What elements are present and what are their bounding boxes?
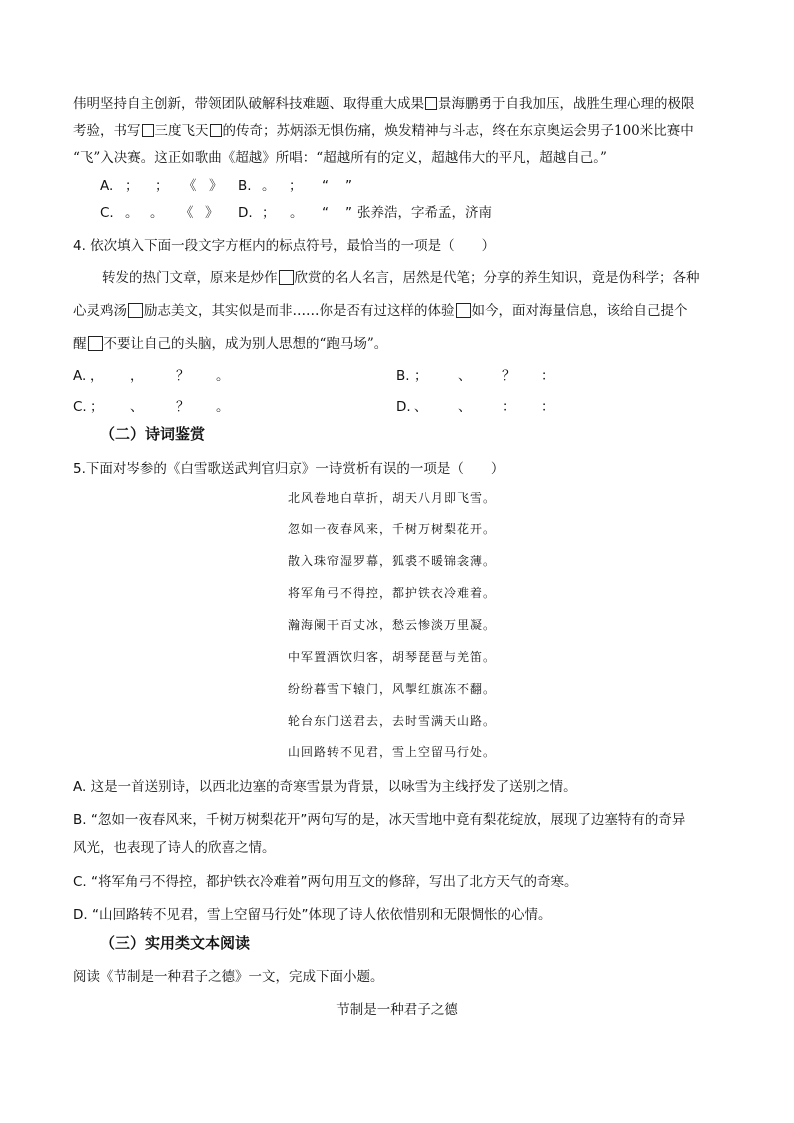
q3-option-d: D. bbox=[238, 205, 253, 221]
q3-text: 三度飞天 bbox=[154, 123, 209, 139]
q5-option-b-line-2: 风光，也表现了诗人的欣喜之情。 bbox=[73, 840, 276, 856]
q4-text: 欣赏的名人名言，居然是代笔；分享的养生知识，竟是伪科学；各种 bbox=[294, 270, 700, 286]
q4-passage-line-2 bbox=[73, 301, 688, 321]
q4-mark: ； bbox=[414, 368, 428, 384]
poem-line: 轮台东门送君去，去时雪满天山路。 bbox=[288, 714, 497, 728]
q3-mark: 《 bbox=[180, 205, 194, 221]
poem-line: 中军置酒饮归客，胡琴琵琶与羌笛。 bbox=[288, 650, 497, 664]
q3-mark: 》 bbox=[209, 178, 223, 194]
q4-option-b: B. bbox=[396, 368, 410, 384]
q3-mark: ； bbox=[262, 205, 276, 221]
q3-mark: 。 bbox=[290, 205, 304, 221]
q4-mark: ？ bbox=[502, 368, 516, 384]
blank-box bbox=[279, 270, 294, 285]
poem-line: 瀚海阑干百丈冰，愁云惨淡万里凝。 bbox=[288, 618, 497, 632]
q3-text: 考验，书写 bbox=[73, 123, 141, 139]
q3-mark: ” bbox=[345, 205, 352, 221]
poem-line: 散入珠帘湿罗幕，狐裘不暖锦衾薄。 bbox=[288, 554, 497, 568]
q4-passage-line-3 bbox=[73, 334, 387, 354]
q3-mark: “ bbox=[322, 205, 329, 221]
q3-mark: 。 bbox=[262, 178, 276, 194]
q3-mark: ” bbox=[345, 178, 352, 194]
q4-option-d: D. bbox=[396, 399, 411, 415]
q4-text: 不要让自己的头脑，成为别人思想的“跑马场”。 bbox=[103, 336, 388, 352]
q3-mark: ； bbox=[155, 178, 169, 194]
q4-text: 醒 bbox=[73, 336, 87, 352]
q3-line-2 bbox=[73, 121, 694, 141]
q4-mark: 、 bbox=[414, 399, 428, 415]
blank-box bbox=[88, 336, 103, 351]
q3-text: 景海鹏勇于自我加压，战胜生理心理的极限 bbox=[438, 96, 695, 112]
poem-line: 纷纷暮雪下辕门，风掣红旗冻不翻。 bbox=[288, 682, 497, 696]
q4-mark: 。 bbox=[216, 368, 230, 384]
q3-line-3: “飞”入决赛。这正如歌曲《超越》所唱：“超越所有的定义，超越伟大的平凡，超越自己。” bbox=[73, 150, 607, 166]
q3-option-b: B. bbox=[238, 178, 252, 194]
q5-option-d: D. “山回路转不见君，雪上空留马行处”体现了诗人依依惜别和无限惆怅的心情。 bbox=[73, 907, 552, 923]
poem-line: 将军角弓不得控，都护铁衣冷难着。 bbox=[288, 586, 497, 600]
q5-option-b-line-1: B. “忽如一夜春风来，千树万树梨花开”两句写的是，冰天雪地中竟有梨花绽放，展现了边塞特有的奇异 bbox=[73, 812, 686, 828]
q4-mark: 、 bbox=[458, 368, 472, 384]
q4-mark: ， bbox=[90, 368, 104, 384]
section-heading-practical-text: （三）实用类文本阅读 bbox=[100, 934, 251, 952]
q3-option-a bbox=[100, 176, 113, 196]
q4-mark: ： bbox=[502, 399, 516, 415]
q3-mark: ； bbox=[125, 178, 139, 194]
poem-line: 山回路转不见君，雪上空留马行处。 bbox=[288, 745, 497, 759]
reading-intro: 阅读《节制是一种君子之德》一文，完成下面小题。 bbox=[73, 969, 384, 985]
q4-mark: ： bbox=[541, 399, 555, 415]
q3-line-1 bbox=[73, 94, 695, 114]
q3-text: 伟明坚持自主创新，带领团队破解科技难题、取得重大成果 bbox=[73, 96, 424, 112]
q4-mark: ； bbox=[90, 399, 104, 415]
q5-stem: 5.下面对岑参的《白雪歌送武判官归京》一诗赏析有误的一项是（ ） bbox=[73, 461, 505, 477]
q3-option-c: C. bbox=[100, 205, 114, 221]
section-heading-poetry: （二）诗词鉴赏 bbox=[100, 425, 206, 443]
q5-option-a: A. 这是一首送别诗，以西北边塞的奇寒雪景为背景，以咏雪为主线抒发了送别之情。 bbox=[73, 779, 577, 795]
q4-stem: 4. 依次填入下面一段文字方框内的标点符号，最恰当的一项是（ ） bbox=[73, 238, 496, 254]
q5-option-c: C. “将军角弓不得控，都护铁衣冷难着”两句用互文的修辞，写出了北方天气的奇寒。 bbox=[73, 874, 578, 890]
q4-mark: ： bbox=[541, 368, 555, 384]
q3-mark: 。 bbox=[125, 205, 139, 221]
q4-text: 转发的热门文章，原来是炒作 bbox=[102, 270, 278, 286]
q4-mark: ， bbox=[130, 368, 144, 384]
q4-option-a: A. bbox=[73, 368, 87, 384]
article-title: 节制是一种君子之德 bbox=[336, 1002, 458, 1018]
q3-mark: “ bbox=[322, 178, 329, 194]
q4-text: 励志美文，其实似是而非……你是否有过这样的体验 bbox=[144, 303, 455, 319]
q3-option-d-tail: 张养浩，字希孟，济南 bbox=[357, 205, 492, 221]
q3-mark: 》 bbox=[205, 205, 219, 221]
q3-mark: 。 bbox=[150, 205, 164, 221]
q3-mark: ； bbox=[289, 178, 303, 194]
q3-text: 的传奇；苏炳添无惧伤痛，焕发精神与斗志，终在东京奥运会男子100米比赛中 bbox=[222, 123, 694, 139]
q4-passage-line-1 bbox=[102, 268, 700, 288]
poem-line: 北风卷地白草折，胡天八月即飞雪。 bbox=[288, 491, 497, 505]
blank-box bbox=[210, 124, 222, 137]
q4-mark: ？ bbox=[176, 368, 190, 384]
q4-mark: 、 bbox=[458, 399, 472, 415]
q3-mark: 《 bbox=[183, 178, 197, 194]
option-label: A. bbox=[100, 178, 114, 194]
q4-option-c: C. bbox=[73, 399, 87, 415]
q4-mark: 、 bbox=[130, 399, 144, 415]
blank-box bbox=[456, 303, 471, 318]
q4-mark: 。 bbox=[216, 399, 230, 415]
q4-text: 如今，面对海量信息，该给自己提个 bbox=[471, 303, 688, 319]
poem-line: 忽如一夜春风来，千树万树梨花开。 bbox=[288, 522, 497, 536]
q4-text: 心灵鸡汤 bbox=[73, 303, 127, 319]
blank-box bbox=[142, 124, 154, 137]
q4-mark: ？ bbox=[176, 399, 190, 415]
blank-box bbox=[128, 303, 143, 318]
blank-box bbox=[425, 97, 437, 110]
